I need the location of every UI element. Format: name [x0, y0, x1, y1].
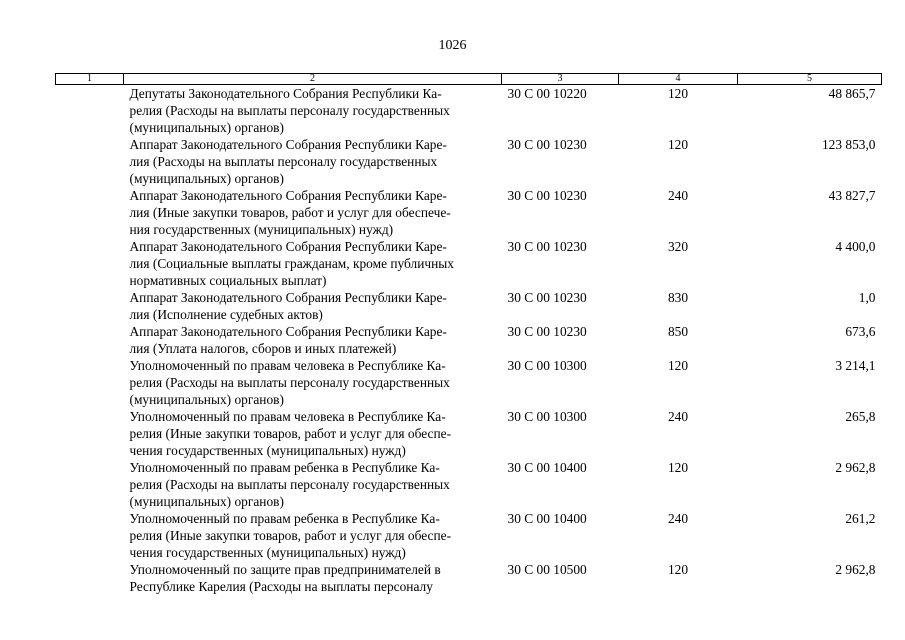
- budget-table: [55, 73, 882, 595]
- cell-target-code: 30 С 00 10300: [507, 358, 587, 373]
- cell-blank: [56, 238, 124, 289]
- cell-blank: [56, 561, 124, 595]
- cell-expense-name: Аппарат Законодательного Собрания Республики Каре- лия (Социальные выплаты гражданам, кроме публичных нормативных социальных выплат): [129, 239, 454, 288]
- cell-expense-name: Уполномоченный по правам ребенка в Республике Ка- релия (Расходы на выплаты персоналу государственных (муниципальных) органов): [129, 460, 450, 509]
- cell-expense-kind: 240: [667, 188, 689, 203]
- table-row: [56, 238, 882, 289]
- cell-amount: 123 853,0: [821, 137, 876, 152]
- table-row: [56, 459, 882, 510]
- cell-target-code: 30 С 00 10230: [507, 290, 587, 305]
- cell-amount: 2 962,8: [835, 460, 876, 475]
- cell-expense-kind: 120: [667, 86, 689, 101]
- table-row: [56, 289, 882, 323]
- cell-expense-name: Аппарат Законодательного Собрания Республики Каре- лия (Иные закупки товаров, работ и услуг для обеспече- ния государственных (муниципальных) нужд): [129, 188, 451, 237]
- cell-blank: [56, 85, 124, 137]
- table-row: [56, 187, 882, 238]
- table-row: [56, 85, 882, 137]
- cell-amount: 3 214,1: [835, 358, 876, 373]
- cell-amount: 673,6: [845, 324, 876, 339]
- cell-expense-kind: 240: [667, 511, 689, 526]
- cell-target-code: 30 С 00 10400: [507, 511, 587, 526]
- cell-expense-name: Аппарат Законодательного Собрания Республики Каре- лия (Исполнение судебных актов): [129, 290, 447, 322]
- cell-expense-kind: 830: [667, 290, 689, 305]
- cell-blank: [56, 136, 124, 187]
- page-number: 1026: [438, 38, 467, 53]
- column-header-1: 1: [56, 74, 124, 85]
- table-row: [56, 136, 882, 187]
- cell-amount: 48 865,7: [828, 86, 876, 101]
- column-header-3: 3: [502, 74, 619, 85]
- cell-amount: 265,8: [845, 409, 876, 424]
- table-row: [56, 510, 882, 561]
- cell-expense-name: Уполномоченный по правам человека в Республике Ка- релия (Расходы на выплаты персоналу государственных (муниципальных) органов): [129, 358, 450, 407]
- cell-target-code: 30 С 00 10230: [507, 188, 587, 203]
- column-number-row: [56, 74, 882, 85]
- cell-expense-kind: 320: [667, 239, 689, 254]
- table-row: [56, 323, 882, 357]
- cell-expense-name: Уполномоченный по правам человека в Республике Ка- релия (Иные закупки товаров, работ и услуг для обеспе- чения государственных (муниципальных) нужд): [129, 409, 452, 458]
- column-header-4: 4: [619, 74, 738, 85]
- table-header: [56, 74, 882, 85]
- cell-target-code: 30 С 00 10220: [507, 86, 587, 101]
- cell-target-code: 30 С 00 10230: [507, 137, 587, 152]
- cell-expense-name: Уполномоченный по защите прав предпринимателей в Республике Карелия (Расходы на выплаты персоналу: [129, 562, 441, 594]
- cell-target-code: 30 С 00 10300: [507, 409, 587, 424]
- cell-amount: 2 962,8: [835, 562, 876, 577]
- table-row: [56, 357, 882, 408]
- cell-blank: [56, 357, 124, 408]
- cell-expense-kind: 120: [667, 137, 689, 152]
- cell-target-code: 30 С 00 10500: [507, 562, 587, 577]
- cell-expense-kind: 120: [667, 358, 689, 373]
- column-header-2: 2: [124, 74, 502, 85]
- cell-expense-kind: 120: [667, 562, 689, 577]
- cell-blank: [56, 187, 124, 238]
- cell-blank: [56, 510, 124, 561]
- cell-target-code: 30 С 00 10400: [507, 460, 587, 475]
- cell-blank: [56, 459, 124, 510]
- table-row: [56, 561, 882, 595]
- cell-amount: 1,0: [858, 290, 876, 305]
- cell-expense-kind: 850: [667, 324, 689, 339]
- cell-expense-kind: 120: [667, 460, 689, 475]
- cell-amount: 261,2: [845, 511, 876, 526]
- table-body: [56, 85, 882, 596]
- table-row: [56, 408, 882, 459]
- cell-expense-name: Аппарат Законодательного Собрания Республики Каре- лия (Уплата налогов, сборов и иных платежей): [129, 324, 447, 356]
- cell-blank: [56, 289, 124, 323]
- cell-blank: [56, 408, 124, 459]
- cell-amount: 4 400,0: [835, 239, 876, 254]
- cell-amount: 43 827,7: [828, 188, 876, 203]
- cell-target-code: 30 С 00 10230: [507, 239, 587, 254]
- cell-target-code: 30 С 00 10230: [507, 324, 587, 339]
- cell-expense-name: Уполномоченный по правам ребенка в Республике Ка- релия (Иные закупки товаров, работ и услуг для обеспе- чения государственных (муниципальных) нужд): [129, 511, 452, 560]
- cell-blank: [56, 323, 124, 357]
- cell-expense-name: Аппарат Законодательного Собрания Республики Каре- лия (Расходы на выплаты персоналу государственных (муниципальных) органов): [129, 137, 447, 186]
- cell-expense-kind: 240: [667, 409, 689, 424]
- column-header-5: 5: [738, 74, 882, 85]
- cell-expense-name: Депутаты Законодательного Собрания Республики Ка- релия (Расходы на выплаты персоналу государственных (муниципальных) органов): [129, 86, 450, 135]
